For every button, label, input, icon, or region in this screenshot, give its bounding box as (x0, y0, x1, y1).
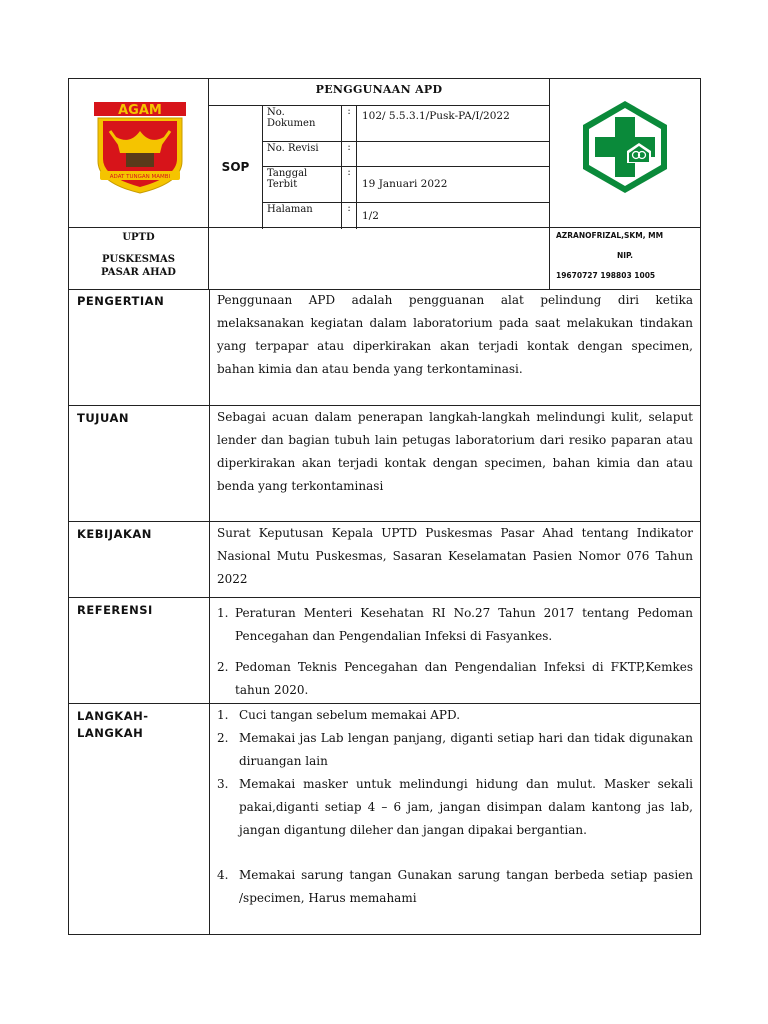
org-line-pasar-ahad: PASAR AHAD (101, 267, 176, 278)
logo-text: AGAM (118, 103, 162, 118)
agam-logo (90, 101, 190, 201)
logo-cell (68, 78, 209, 228)
item-number: 1. (217, 606, 229, 620)
meta-colon: : (342, 202, 357, 229)
meta-label: No. Revisi (262, 141, 342, 166)
item-number: 4. (217, 868, 229, 882)
langkah-list (217, 704, 693, 910)
section-label: PENGERTIAN (69, 289, 210, 405)
meta-value: 19 Januari 2022 (362, 178, 448, 190)
org-line-puskesmas: PUSKESMAS (101, 254, 176, 265)
section-text (210, 406, 700, 498)
item-text: Memakai masker untuk melindungi hidung dan mulut. Masker sekali pakai,diganti setiap 4 – 6 jam, jangan disimpan dalam kantong jas lab, jangan digantung dileher dan jangan dipakai bergantian. (239, 777, 693, 837)
item-text: Cuci tangan sebelum memakai APD. (239, 708, 461, 722)
section-text (210, 289, 700, 381)
sop-content (68, 289, 701, 935)
section-referensi (68, 598, 701, 704)
section-text (210, 704, 700, 910)
item-text: Memakai sarung tangan Gunakan sarung tangan berbeda setiap pasien /specimen, Harus memahami (239, 868, 693, 905)
document-title: PENGGUNAAN APD (209, 79, 549, 106)
meta-value (362, 141, 545, 166)
item-text: Pedoman Teknis Pencegahan dan Pengendalian Infeksi di FKTP,Kemkes tahun 2020. (235, 660, 693, 697)
section-label: KEBIJAKAN (69, 522, 210, 597)
puskesmas-logo-cell (549, 78, 701, 228)
item-number: 1. (217, 708, 229, 722)
list-item (217, 727, 693, 773)
section-pengertian (68, 289, 701, 406)
referensi-list (217, 602, 693, 702)
pengertian-text: Penggunaan APD adalah pengguanan alat pelindung diri ketika melaksanakan kegiatan dalam laboratorium pada saat melakukan tindakan yang terpapar atau diperkirakan akan terjadi kontak dengan specimen, bahan kimia dan atau benda yang terkontaminasi. (217, 293, 693, 376)
list-item (217, 602, 693, 648)
sop-header (68, 78, 701, 290)
list-item (217, 656, 693, 702)
sop-title-cell (208, 78, 550, 228)
signer-nip-label: NIP. (616, 251, 634, 260)
item-text: Peraturan Menteri Kesehatan RI No.27 Tahun 2017 tentang Pedoman Pencegahan dan Pengendalian Infeksi di Fasyankes. (235, 606, 693, 643)
logo-motto: ADAT TUNGAN MAMBI (109, 174, 171, 180)
meta-label: Halaman (262, 202, 342, 229)
section-langkah (68, 704, 701, 935)
meta-row-issue-date (262, 166, 549, 203)
meta-row-doc-number (262, 105, 549, 142)
meta-colon: : (342, 166, 357, 202)
meta-label: No. Dokumen (262, 105, 342, 141)
blank-cell (208, 227, 550, 290)
section-tujuan (68, 406, 701, 522)
section-label: REFERENSI (69, 598, 210, 703)
meta-colon: : (342, 141, 357, 166)
meta-label: Tanggal Terbit (262, 166, 342, 202)
sop-label: SOP (209, 105, 263, 229)
item-number: 3. (217, 777, 229, 791)
organization-cell (68, 227, 209, 290)
kebijakan-text: Surat Keputusan Kepala UPTD Puskesmas Pasar Ahad tentang Indikator Nasional Mutu Puskesmas, Sasaran Keselamatan Pasien Nomor 076 Tahun 2022 (217, 526, 693, 586)
section-text (210, 598, 700, 702)
signer-nip: 19670727 198803 1005 (556, 271, 656, 280)
signer-cell (549, 227, 701, 290)
org-line-uptd: UPTD (122, 232, 155, 243)
list-item (217, 864, 693, 910)
item-number: 2. (217, 660, 229, 674)
item-number: 2. (217, 731, 229, 745)
list-item (217, 704, 693, 727)
signer-name: AZRANOFRIZAL,SKM, MM (556, 231, 664, 240)
meta-row-page (262, 202, 549, 229)
meta-row-revision (262, 141, 549, 167)
document-meta (262, 105, 549, 227)
section-kebijakan (68, 522, 701, 598)
meta-value: 1/2 (362, 209, 379, 222)
section-text (210, 522, 700, 591)
item-text: Memakai jas Lab lengan panjang, diganti setiap hari dan tidak digunakan diruangan lain (239, 731, 693, 768)
meta-colon: : (342, 105, 357, 141)
meta-value: 102/ 5.5.3.1/Pusk-PA/I/2022 (362, 110, 510, 122)
section-label: LANGKAH-LANGKAH (69, 704, 210, 934)
section-label: TUJUAN (69, 406, 210, 521)
tujuan-text: Sebagai acuan dalam penerapan langkah-langkah melindungi kulit, selaput lender dan bagian tubuh lain petugas laboratorium dari resiko paparan atau diperkirakan akan terjadi kontak dengan specimen, bahan kimia dan atau benda yang terkontaminasi (217, 410, 693, 493)
list-item (217, 773, 693, 842)
puskesmas-logo (577, 99, 673, 195)
